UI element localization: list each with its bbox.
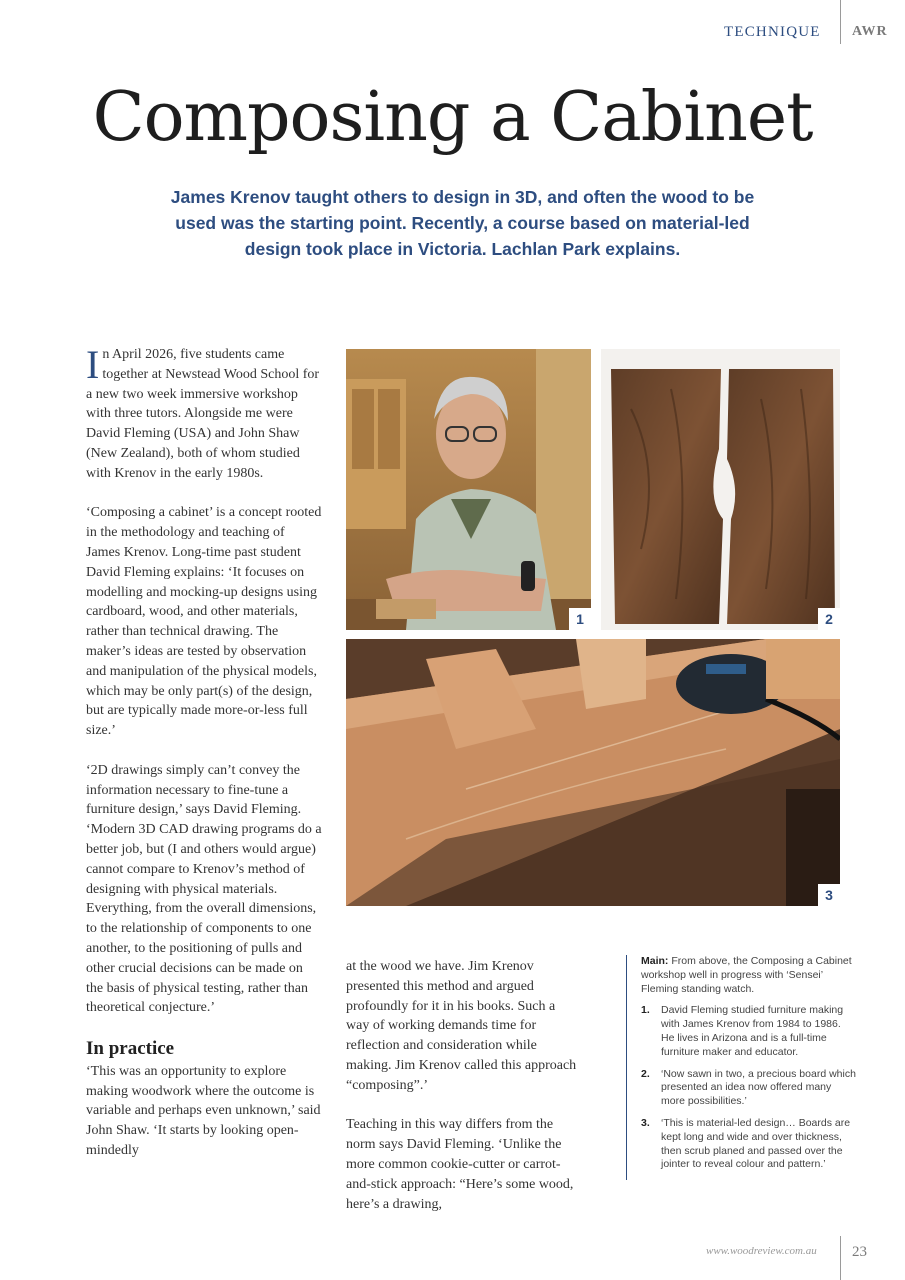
paragraph-text: n April 2026, five students came together at Newstead Wood School for a new two week immersive workshop with three tutors. Alongside me were David Fleming (USA) and John Shaw (New Zealand), both of whom studied with Krenov in the early 1980s.	[86, 347, 320, 481]
caption-item	[641, 1068, 857, 1109]
paragraph: Teaching in this way differs from the norm says David Fleming. ‘Unlike the more common cookie-cutter or carrot-and-stick approach: “Here’s some wood, here’s a drawing,	[346, 1117, 574, 1212]
caption-text: David Fleming studied furniture making with James Krenov from 1984 to 1986. He lives in Arizona and is a full-time furniture maker and educator.	[661, 1004, 844, 1058]
subheading: In practice	[86, 1037, 175, 1059]
paragraph: ‘This was an opportunity to explore making woodwork where the outcome is variable and perhaps even unknown,’ said John Shaw. ‘It starts by looking open-mindedly	[86, 1063, 321, 1159]
photo-number: 3	[818, 884, 840, 906]
page-number: 23	[852, 1244, 867, 1260]
caption-number: 2.	[641, 1067, 650, 1080]
photo-number: 1	[569, 608, 591, 630]
body-column-1	[86, 342, 322, 1181]
caption-number: 3.	[641, 1116, 650, 1129]
footer-divider	[840, 1236, 841, 1280]
photo-captions	[626, 955, 857, 1180]
main-caption-label: Main:	[641, 955, 669, 967]
main-caption-text: From above, the Composing a Cabinet workshop well in progress with ‘Sensei’ Fleming standing watch.	[641, 955, 852, 995]
paragraph: ‘Composing a cabinet’ is a concept rooted in the methodology and teaching of James Krenov. Long-time past student David Fleming explains: ‘It focuses on modelling and mocking-up designs using cardboard, wood, and other materials, rather than technical drawing. The maker’s ideas are tested by observation and manipulation of the physical models, which may be only part(s) of the design, but are typically made more-or-less full size.’	[86, 505, 322, 739]
caption-text: ‘Now sawn in two, a precious board which presented an idea now offered many more possibilities.’	[661, 1067, 856, 1108]
footer-website: www.woodreview.com.au	[706, 1245, 817, 1257]
section-label: TECHNIQUE	[724, 24, 821, 40]
photo-woodworker	[346, 349, 591, 630]
photo-timber-planer	[346, 639, 840, 906]
paragraph: ‘2D drawings simply can’t convey the information necessary to fine-tune a furniture design,’ says David Fleming. ‘Modern 3D CAD drawing programs do a better job, but (I and others would argue) cannot compare to Krenov’s method of designing with physical materials. Everything, from the overall dimensions, to the relationship of components to one another, to the positioning of pulls and other crucial decisions can be made on the basis of physical testing, rather than theoretical conjecture.’	[86, 762, 322, 1016]
main-caption	[641, 955, 857, 996]
article-title: Composing a Cabinet	[92, 78, 813, 157]
magazine-brand: AWR	[852, 24, 888, 39]
photo-sawn-board	[601, 349, 840, 630]
standfirst: James Krenov taught others to design in 3D, and often the wood to be used was the starting point. Recently, a course based on material-led design took place in Victoria. Lachlan Park explains.	[170, 187, 755, 259]
caption-item	[641, 1004, 857, 1059]
paragraph: at the wood we have. Jim Krenov presented this method and argued profoundly for it in his books. Such a way of working demands time for reflection and consideration while making. Jim Krenov called this approach “composing”.’	[346, 959, 577, 1093]
caption-number: 1.	[641, 1004, 650, 1017]
body-column-2	[346, 957, 578, 1234]
caption-text: ‘This is material-led design… Boards are kept long and wide and over thickness, then scrub planed and passed over the jointer to reveal colour and pattern.’	[661, 1116, 851, 1171]
drop-cap: I	[86, 342, 100, 387]
header-divider	[840, 0, 841, 44]
paragraph	[86, 342, 322, 484]
photo-number: 2	[818, 608, 840, 630]
caption-item	[641, 1117, 857, 1172]
